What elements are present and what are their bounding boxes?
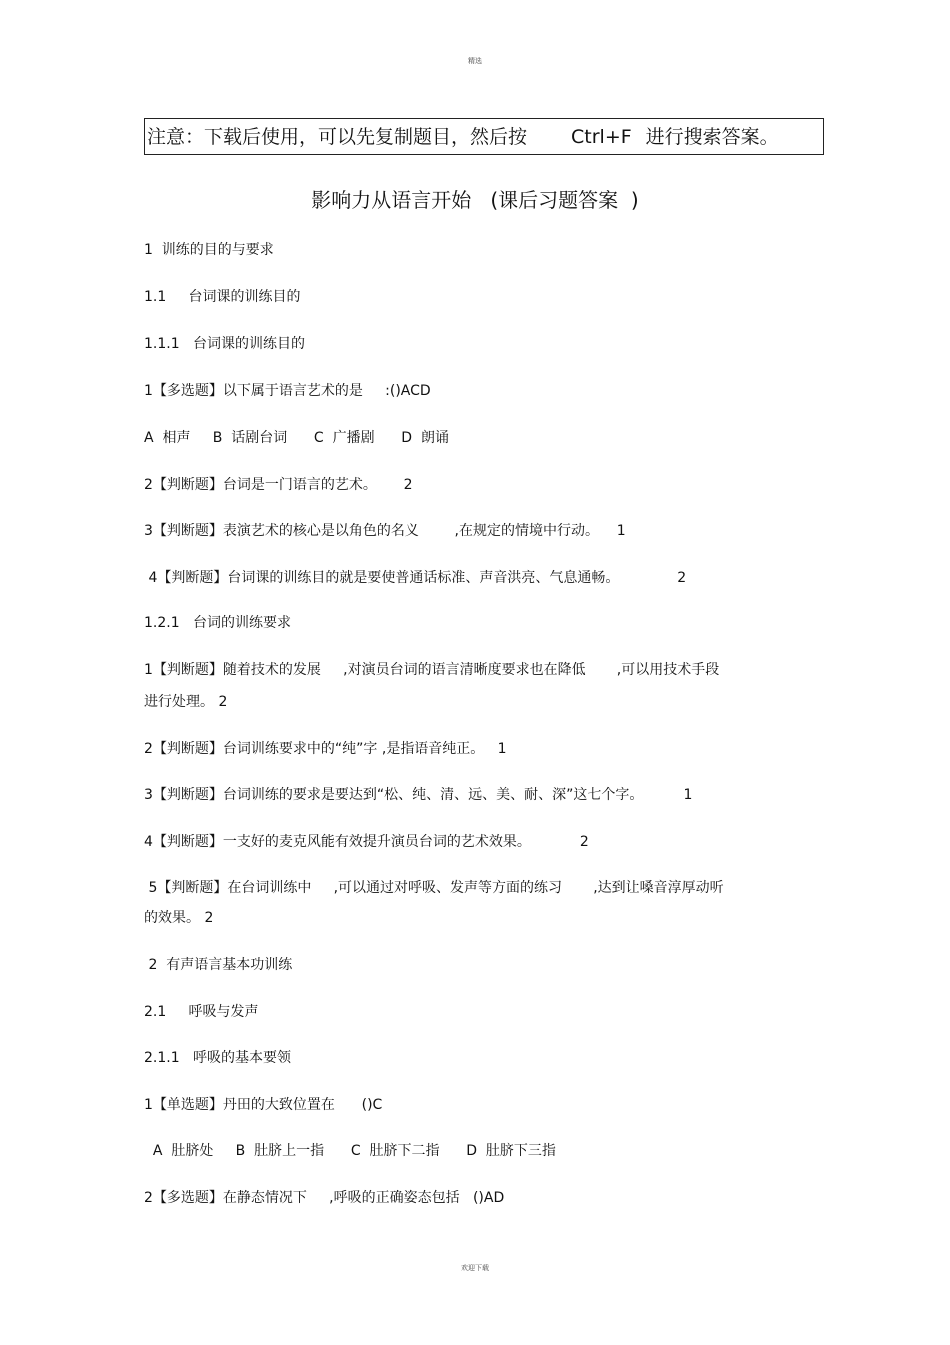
question-line: 5【判断题】在台词训练中 ,可以通过对呼吸、发声等方面的练习 ,达到让嗓音淳厚动听: [144, 880, 724, 896]
question-line: 3【判断题】表演艺术的核心是以角色的名义 ,在规定的情境中行动。 1: [144, 523, 626, 539]
question-line-continued: 的效果。 2: [144, 910, 214, 926]
question-line: 1【单选题】丹田的大致位置在 ()C: [144, 1097, 383, 1113]
question-line: 2【多选题】在静态情况下 ,呼吸的正确姿态包括 ()AD: [144, 1190, 505, 1206]
question-line: 1【判断题】随着技术的发展 ,对演员台词的语言清晰度要求也在降低 ,可以用技术手段: [144, 662, 720, 678]
question-line: 3【判断题】台词训练的要求是要达到“松、纯、清、远、美、耐、深”这七个字。 1: [144, 787, 693, 803]
document-title: 影响力从语言开始 (课后习题答案 ): [311, 188, 639, 212]
notice-shortcut: Ctrl+F: [571, 126, 632, 148]
question-line: 1【多选题】以下属于语言艺术的是 :()ACD: [144, 383, 431, 399]
question-line: 2【判断题】台词是一门语言的艺术。 2: [144, 477, 413, 493]
question-line: 4【判断题】一支好的麦克风能有效提升演员台词的艺术效果。 2: [144, 834, 589, 850]
subsection-heading: 2.1 呼吸与发声: [144, 1004, 259, 1020]
page-header: 精选: [468, 57, 482, 65]
page-footer: 欢迎下载: [461, 1264, 489, 1272]
section-heading: 1 训练的目的与要求: [144, 242, 274, 258]
question-line: 4【判断题】台词课的训练目的就是要使普通话标准、声音洪亮、气息通畅。 2: [144, 570, 687, 586]
question-line: 2【判断题】台词训练要求中的“纯”字 ,是指语音纯正。 1: [144, 741, 507, 757]
notice-text-end: 进行搜索答案。: [645, 126, 779, 148]
answer-options: A 相声 B 话剧台词 C 广播剧 D 朗诵: [144, 430, 449, 446]
subsection-heading: 1.1.1 台词课的训练目的: [144, 336, 305, 352]
subsection-heading: 1.1 台词课的训练目的: [144, 289, 301, 305]
section-heading: 2 有声语言基本功训练: [144, 957, 293, 973]
question-line-continued: 进行处理。 2: [144, 694, 228, 710]
notice-text: 注意：下载后使用，可以先复制题目，然后按: [147, 126, 528, 148]
subsection-heading: 2.1.1 呼吸的基本要领: [144, 1050, 291, 1066]
answer-options: A 肚脐处 B 肚脐上一指 C 肚脐下二指 D 肚脐下三指: [144, 1143, 556, 1159]
subsection-heading: 1.2.1 台词的训练要求: [144, 615, 291, 631]
notice-box: [144, 118, 824, 155]
